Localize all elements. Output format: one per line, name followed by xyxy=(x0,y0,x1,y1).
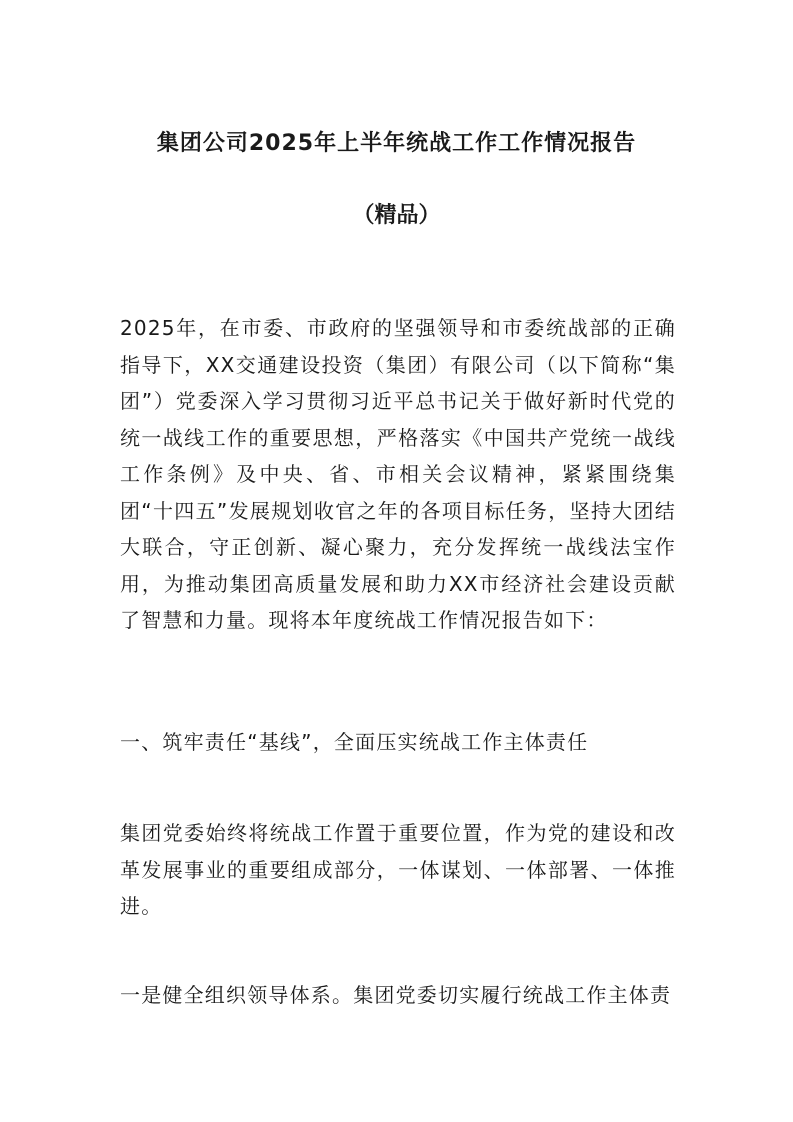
document-title: 集团公司2025年上半年统战工作工作情况报告 xyxy=(156,131,637,156)
section-heading-1: 一、筑牢责任“基线”，全面压实统战工作主体责任 xyxy=(120,730,589,754)
document-subtitle: （精品） xyxy=(352,203,441,228)
section-1-paragraph: 集团党委始终将统战工作置于重要位置，作为党的建设和改革发展事业的重要组成部分，一体谋划、一体部署、一体推进。 xyxy=(120,821,676,918)
intro-paragraph: 2025年，在市委、市政府的坚强领导和市委统战部的正确指导下，XX交通建设投资（集团）有限公司（以下简称“集团”）党委深入学习贯彻习近平总书记关于做好新时代党的统一战线工作的重要思想，严格落实《中国共产党统一战线工作条例》及中央、省、市相关会议精神，紧紧围绕集团“十四五”发展规划收官之年的各项目标任务，坚持大团结大联合，守正创新、凝心聚力，充分发挥统一战线法宝作用，为推动集团高质量发展和助力XX市经济社会建设贡献了智慧和力量。现将本年度统战工作情况报告如下： xyxy=(120,316,676,632)
section-1-item-1: 一是健全组织领导体系。集团党委切实履行统战工作主体责 xyxy=(120,983,672,1007)
